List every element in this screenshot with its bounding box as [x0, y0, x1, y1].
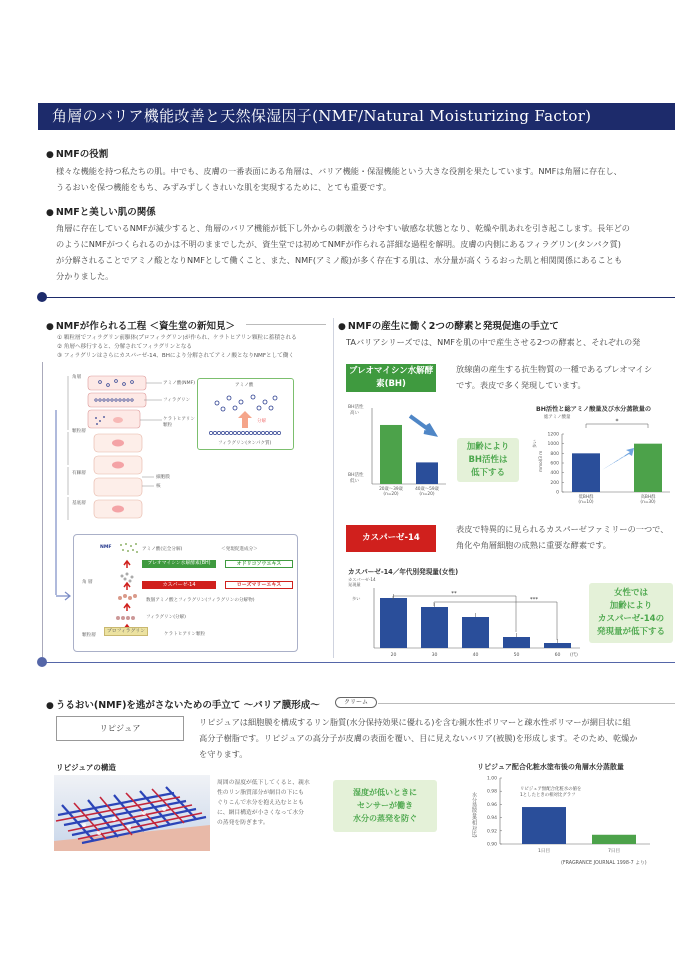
x-tick-label: 低BH群 [578, 495, 594, 500]
paragraph-line: 様々な機能を持つ私たちの肌。中でも、皮膚の一番表面にある角層は、バリア機能・保湿機能という大きな役割を果たしています。NMFは角層に存在し、 [56, 166, 622, 176]
caspase-aging-note: 女性では 加齢により カスパーゼ-14の 発現量が低下する [589, 583, 673, 643]
x-tick-label: 50 [513, 653, 520, 658]
keratohyalin-detail-label: ケラトヒアリン顆粒 [164, 632, 206, 637]
y-axis-title: 総アミノ酸量 [544, 415, 571, 420]
humidity-sensor-note: 湿度が低いときに センサーが働き 水分の蒸発を防ぐ [333, 780, 437, 832]
paragraph-line: のようにNMFがつくられるのかは不明のままでしたが、資生堂では初めてNMFが作られる詳細な過程を解明。皮膚の内側にあるフィラグリン(タンパク質) [56, 239, 621, 249]
x-tick-label: 30 [431, 653, 438, 658]
chart-legend: 1としたときの相対比グラフ [520, 793, 576, 798]
bar [462, 617, 489, 648]
description-line: 放線菌の産生する抗生物質の一種であるブレオマイシ [456, 364, 653, 374]
y-high-label: 多い [352, 596, 361, 601]
step-text: ② 角層へ移行すると、分解されてフィラグリンとなる [57, 344, 193, 350]
label-cell-membrane: 細胞膜 [156, 475, 170, 480]
paragraph-line: 角層に存在しているNMFが減少すると、角層のバリア機能が低下し外からの刺激をうけやすい敏感な状態となり、乾燥や肌あれを引き起こします。長年どの [56, 223, 630, 233]
bar [634, 444, 662, 492]
column-divider [333, 318, 334, 658]
y-tick-label: 600 [550, 461, 559, 467]
x-tick-label: 40 [472, 653, 479, 658]
label-filaggrin: フィラグリン [163, 398, 191, 403]
description-line: リピジュアは細胞膜を構成するリン脂質(水分保持効果に優れる)を含む親水性ポリマーと疎水性ポリマーが網目状に組 [199, 717, 631, 727]
significance-label: ** [451, 591, 457, 597]
caspase-description [456, 521, 675, 553]
inset-amino-label: アミノ酸 [235, 383, 254, 388]
label-keratohyalin: ケラトヒアリン顆粒 [163, 417, 195, 428]
bar [503, 637, 530, 648]
y-tick-label: 1.00 [486, 776, 497, 782]
caspase-age-chart [344, 576, 584, 660]
layer-label: 有棘層 [72, 471, 86, 476]
arrow-right-icon [54, 590, 74, 602]
y-low-label: 低い [350, 479, 359, 484]
bh-enzyme-bar: ブレオマイシン水解酵素(BH) [142, 560, 216, 568]
paragraph-line: うるおいを保つ機能をもち、みずみずしくきれいな肌を実現するために、とても重要です。 [56, 182, 392, 192]
section-heading-nmf-role: ● NMFの役割 [46, 149, 109, 160]
y-tick-label: 0.92 [486, 829, 497, 835]
significance-label: *** [529, 597, 539, 603]
heading-rule [246, 324, 326, 325]
bar [380, 425, 402, 484]
bh-amino-chart [530, 412, 675, 504]
bar [421, 607, 448, 648]
right-panel-heading: ● NMFの産生に働く2つの酵素と発現促進の手立て [338, 321, 559, 332]
y-unit-label: mmol/3 m [538, 450, 543, 472]
y-tick-label: 400 [550, 471, 559, 477]
inset-decomp-label: 分解 [257, 419, 267, 424]
y-tick-label: 0 [556, 490, 559, 496]
bar [544, 643, 571, 648]
bar [572, 453, 600, 492]
y-tick-label: 0.90 [486, 842, 497, 848]
y-high-label: 高い [350, 411, 359, 416]
significance-bracket [434, 602, 557, 640]
divider-line [42, 662, 675, 663]
section-nmf-role-body [56, 163, 675, 195]
bullet-icon: ● [338, 322, 346, 332]
y-axis-title: 発現量 [348, 582, 361, 587]
lipidure-description [199, 714, 675, 762]
chart-title: BH活性と総アミノ酸量及び水分蒸散量の [536, 406, 652, 413]
structure-description: 周囲の湿度が低下してくると、親水 性のリン脂質部分が網目の下にも ぐりこんで水分を抱え込むととも に、網目構造が小さくなって水分 の蒸発を防ぎます。 [217, 780, 310, 826]
y-tick-label: 1000 [547, 442, 559, 448]
y-tick-label: 0.96 [486, 802, 497, 808]
y-axis-label: BH活性 [348, 473, 364, 478]
description-line: です。表皮で多く発現しています。 [456, 380, 586, 390]
bar [380, 598, 407, 648]
promo-title: ＜発現促進成分＞ [221, 547, 258, 552]
bar [592, 835, 636, 844]
step-text: ① 顆粒層でフィラグリン前駆体(プロフィラグリン)が作られ、ケラトヒアリン顆粒に蓄積される [57, 335, 297, 341]
x-tick-label: 20 [390, 653, 397, 658]
section-heading-nmf-skin: ● NMFと美しい肌の関係 [46, 207, 156, 218]
bullet-icon: ● [46, 322, 54, 332]
description-line: 高分子樹脂です。リピジュアの高分子が皮膚の表面を覆い、目に見えないバリア(被膜)を形成します。そのため、乾燥か [199, 733, 638, 743]
bullet-icon: ● [46, 150, 54, 160]
y-tick-label: 200 [550, 480, 559, 486]
layer-label: 角層 [72, 375, 82, 380]
paragraph-line: 分かりました。 [56, 271, 114, 281]
chart-title: カスパーゼ-14／年代別発現量(女性) [348, 568, 459, 576]
x-tick-label: (n=20) [383, 492, 399, 497]
x-tick-label: 7日目 [607, 849, 621, 854]
chart-title: リピジュア配合化粧水塗布後の角層水分蒸散量 [477, 763, 624, 771]
description-line: を守ります。 [199, 749, 248, 759]
structure-title: リピジュアの構造 [56, 763, 116, 772]
bh-activity-chart [346, 398, 451, 506]
x-tick-label: (n=30) [640, 500, 656, 504]
caspase-bar: カスパーゼ-14 [142, 581, 216, 589]
detail-layer-label: 角 層 [82, 580, 93, 585]
step-text: ③ フィラグリンはさらにカスパーゼ-14、BHにより分解されてアミノ酸となりNMFとして働く [57, 353, 295, 359]
significance-label: * [615, 418, 619, 425]
y-tick-label: 800 [550, 451, 559, 457]
detail-nmf-label: NMF [100, 545, 112, 550]
label-amino-nmf: アミノ酸(NMF) [163, 381, 196, 386]
x-tick-label: 高BH群 [640, 495, 656, 500]
amino-dots-icon [118, 541, 140, 555]
x-tick-label: (n=10) [578, 500, 594, 504]
description-line: 表皮で特異的に見られるカスパーゼファミリーの一つで、 [456, 524, 669, 534]
panel-divider [42, 362, 43, 657]
bullet-icon: ● [46, 701, 54, 711]
caspase-label: カスパーゼ-14 [346, 525, 436, 552]
right-panel-intro: TAバリアシリーズでは、NMFを肌の中で産生させる2つの酵素と、それぞれの発 [346, 337, 641, 347]
y-axis-label: 水分蒸散量(相対比) [471, 792, 477, 838]
label-nucleus: 核 [156, 484, 161, 489]
x-unit-label: (代) [570, 653, 578, 658]
bh-description [456, 361, 675, 393]
y-tick-label: 1200 [547, 432, 559, 438]
layer-label: 基底層 [72, 501, 86, 506]
x-tick-label: 60 [554, 653, 561, 658]
source-note: (FRAGRANCE JOURNAL 1998-7 より) [561, 861, 647, 866]
y-prefix: 多い [532, 439, 537, 448]
section-nmf-skin-body [56, 220, 675, 284]
page-title: 角層のバリア機能改善と天然保湿因子(NMF/Natural Moisturizing Factor) [38, 103, 675, 130]
bar [522, 807, 566, 844]
description-line: 角化や角層細胞の成熟に重要な酵素です。 [456, 540, 611, 550]
detail-layer-label: 顆粒層 [82, 633, 96, 638]
x-tick-label: 1日目 [537, 849, 551, 854]
x-tick-label: (n=20) [419, 492, 435, 497]
divider-line [42, 297, 675, 298]
filaggrin-decomp-label: フィラグリン(分解) [146, 615, 186, 620]
x-tick-label: 20歳〜39歳 [379, 487, 403, 492]
bar [416, 462, 438, 484]
inset-filaggrin-label: フィラグリン(タンパク質) [218, 441, 272, 446]
layer-label: 顆粒層 [72, 429, 86, 434]
paragraph-line: が分解されることでアミノ酸となりNMFとして働くこと、また、NMF(アミノ酸)が多く存在する肌は、水分量が高くうるおった肌と相関関係にあることも [56, 255, 623, 265]
trend-arrow [410, 416, 434, 434]
lipidure-evaporation-chart [470, 772, 675, 858]
arrow-label: 有意に増加 [606, 454, 627, 469]
bottom-heading: ● うるおい(NMF)を逃がさないための手立て 〜バリア膜形成〜 [46, 700, 320, 711]
ingredient-rosemary: ローズマリーエキス [225, 581, 293, 589]
partial-decomp-label: 数個アミノ酸とフィラグリン(フィラグリンの分解物) [146, 598, 255, 603]
cream-tag: クリーム [335, 697, 377, 708]
x-tick-label: 40歳〜59歳 [415, 487, 439, 492]
y-axis-title: カスパーゼ-14 [348, 577, 376, 582]
y-tick-label: 0.98 [486, 789, 497, 795]
significance-bracket [393, 596, 516, 632]
bullet-icon: ● [46, 208, 54, 218]
left-panel-heading: ● NMFが作られる工程 ＜資生堂の新知見＞ [46, 321, 236, 332]
heading-rule [378, 703, 675, 704]
lipidure-mesh-image [54, 775, 210, 851]
chart-legend: リピジュア無配合化粧水の値を [520, 787, 582, 792]
process-steps [57, 334, 297, 361]
detail-amino-label: アミノ酸(完全分解) [142, 547, 183, 552]
profilaggrin-block: プロフィラグリン [104, 627, 148, 636]
lipidure-label: リピジュア [56, 716, 184, 741]
y-tick-label: 0.94 [486, 816, 497, 822]
bh-enzyme-label: ブレオマイシン水解酵素(BH) [346, 364, 436, 392]
y-axis-label: BH活性 [348, 405, 364, 410]
process-arrows [112, 556, 142, 651]
bh-aging-note: 加齢により BH活性は 低下する [457, 438, 519, 482]
ingredient-odorikosou: オドリコソウエキス [225, 560, 293, 568]
